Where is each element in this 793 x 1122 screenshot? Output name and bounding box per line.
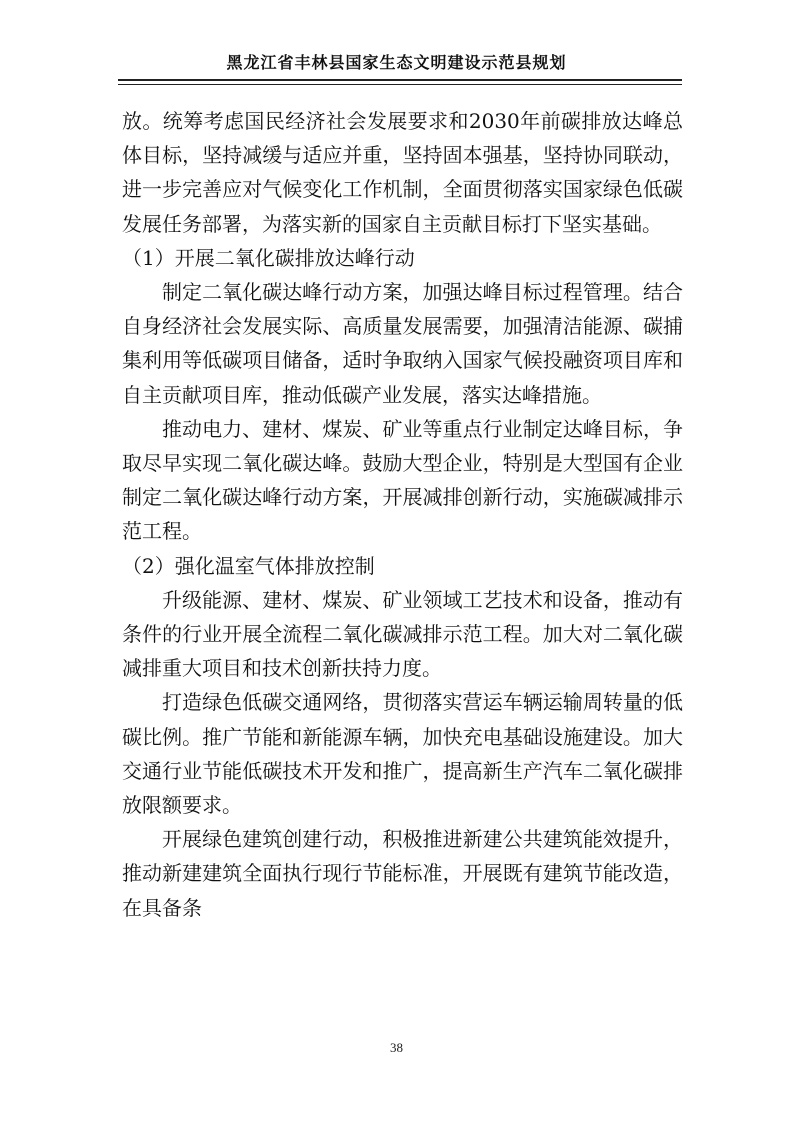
section-heading-1: （1）开展二氧化碳排放达峰行动	[122, 245, 415, 270]
paragraph-6: 开展绿色建筑创建行动，积极推进新建公共建筑能效提升，推动新建建筑全面执行现行节能标准，开展既有建筑节能改造，在具备条	[122, 827, 683, 920]
paragraph-5: 打造绿色低碳交通网络，贯彻落实营运车辆运输周转量的低碳比例。推广节能和新能源车辆，加快充电基础设施建设。加大交通行业节能低碳技术开发和推广，提高新生产汽车二氧化碳排放限额要求。	[122, 690, 683, 818]
running-header: 黑龙江省丰林县国家生态文明建设示范县规划	[226, 53, 567, 72]
header-rule-thin	[118, 84, 682, 85]
page-number: 38	[390, 1040, 403, 1055]
paragraph-4: 升级能源、建材、煤炭、矿业领域工艺技术和设备，推动有条件的行业开展全流程二氧化碳减排示范工程。加大对二氧化碳减排重大项目和技术创新扶持力度。	[122, 587, 683, 681]
document-body	[122, 104, 683, 925]
section-heading-2: （2）强化温室气体排放控制	[122, 553, 375, 578]
paragraph-2: 制定二氧化碳达峰行动方案，加强达峰目标过程管理。结合自身经济社会发展实际、高质量发展需要，加强清洁能源、碳捕集利用等低碳项目储备，适时争取纳入国家气候投融资项目库和自主贡献项目库，推动低碳产业发展，落实达峰措施。	[122, 280, 683, 407]
paragraph-1: 放。统筹考虑国民经济社会发展要求和2030年前碳排放达峰总体目标，坚持减缓与适应并重，坚持固本强基，坚持协同联动，进一步完善应对气候变化工作机制，全面贯彻落实国家绿色低碳发展任务部署，为落实新的国家自主贡献目标打下坚实基础。	[122, 109, 683, 236]
paragraph-3: 推动电力、建材、煤炭、矿业等重点行业制定达峰目标，争取尽早实现二氧化碳达峰。鼓励大型企业，特别是大型国有企业制定二氧化碳达峰行动方案，开展减排创新行动，实施碳减排示范工程。	[122, 416, 683, 544]
header-rule-thick	[118, 79, 682, 81]
